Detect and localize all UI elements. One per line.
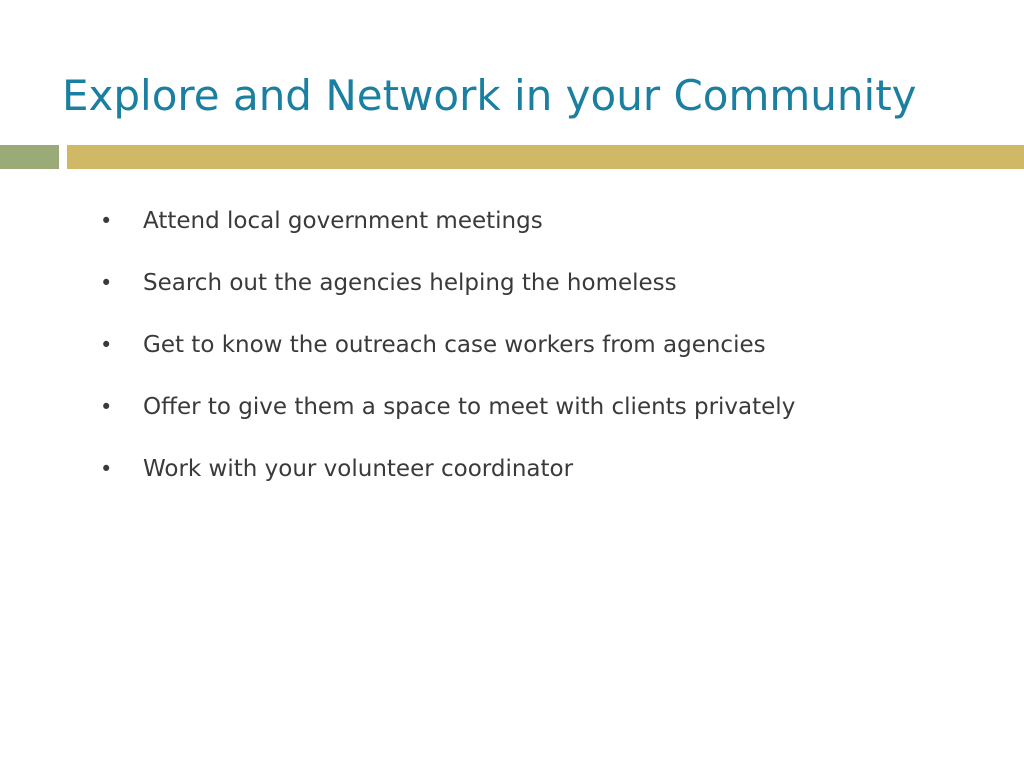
bullet-item	[100, 260, 920, 306]
bullet-dot-icon: •	[100, 271, 113, 295]
slide-title: Explore and Network in your Community	[62, 71, 917, 120]
bullet-text: Attend local government meetings	[143, 208, 543, 234]
bullet-list	[100, 198, 920, 508]
bullet-dot-icon: •	[100, 395, 113, 419]
bullet-dot-icon: •	[100, 333, 113, 357]
bullet-dot-icon: •	[100, 457, 113, 481]
bullet-item	[100, 322, 920, 368]
bullet-item	[100, 446, 920, 492]
bullet-text: Work with your volunteer coordinator	[143, 456, 574, 482]
accent-bar-left	[0, 145, 59, 169]
bullet-dot-icon: •	[100, 209, 113, 233]
bullet-text: Offer to give them a space to meet with clients privately	[143, 394, 796, 420]
bullet-item	[100, 198, 920, 244]
bullet-text: Search out the agencies helping the homeless	[143, 270, 677, 296]
bullet-text: Get to know the outreach case workers from agencies	[143, 332, 766, 358]
bullet-item	[100, 384, 920, 430]
accent-bar-right	[67, 145, 1024, 169]
